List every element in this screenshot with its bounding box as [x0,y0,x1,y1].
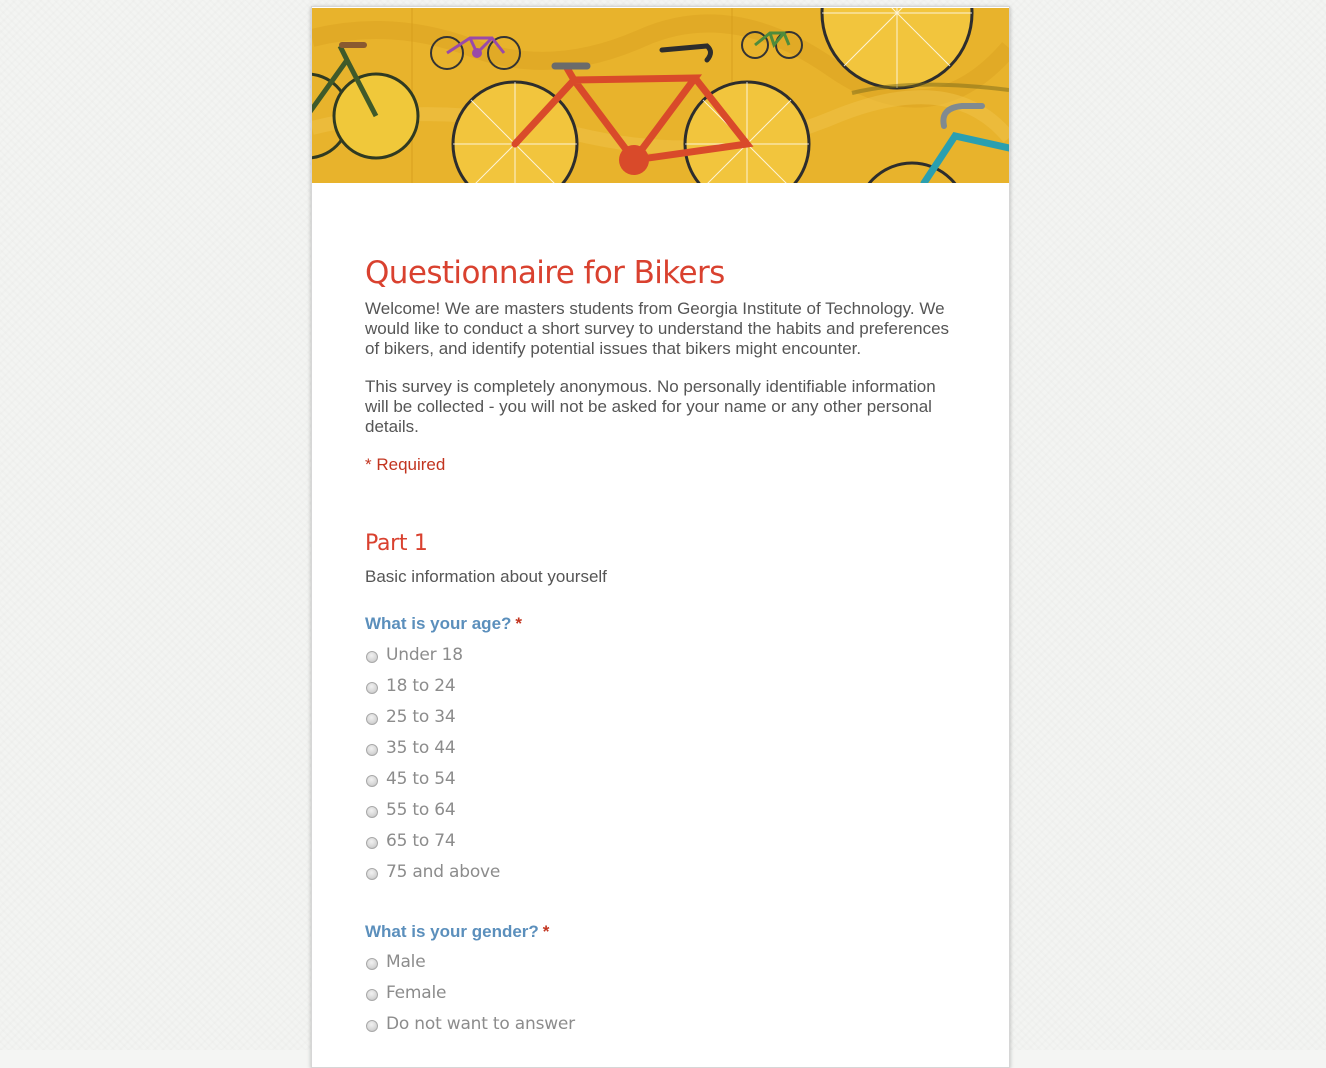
radio-option[interactable] [365,740,955,771]
form-title: Questionnaire for Bikers [365,255,725,291]
radio-label: Under 18 [386,645,463,665]
radio-button[interactable] [366,744,378,756]
header-image [312,8,1009,183]
radio-label: Female [386,983,447,1003]
form-description-anonymity: This survey is completely anonymous. No personally identifiable information will be collected - you will not be asked for your name or any other personal details. [365,377,936,436]
radio-option[interactable] [365,647,955,678]
required-asterisk: * [542,922,550,941]
radio-label: 65 to 74 [386,831,456,851]
radio-label: 35 to 44 [386,738,456,758]
radio-button[interactable] [366,837,378,849]
question-gender [365,922,955,1047]
radio-button[interactable] [366,806,378,818]
radio-option[interactable] [365,833,955,864]
radio-label: Male [386,952,426,972]
form-description: Welcome! We are masters students from Georgia Institute of Technology. We would like to conduct a short survey to understand the habits and preferences of bikers, and identify potential issues that bikers might encounter. [365,299,950,358]
required-note: * Required [365,455,446,474]
section-description: Basic information about yourself [365,567,607,586]
radio-label: 25 to 34 [386,707,456,727]
section-title: Part 1 [365,531,428,556]
radio-button[interactable] [366,651,378,663]
radio-option[interactable] [365,678,955,709]
radio-label: 18 to 24 [386,676,456,696]
radio-button[interactable] [366,989,378,1001]
radio-option[interactable] [365,985,955,1016]
radio-button[interactable] [366,713,378,725]
question-label [365,614,955,634]
radio-button[interactable] [366,775,378,787]
radio-group-age [365,647,955,895]
radio-option[interactable] [365,1016,955,1047]
radio-option[interactable] [365,864,955,895]
radio-label: 75 and above [386,862,501,882]
required-asterisk: * [515,614,523,633]
radio-label: 45 to 54 [386,769,456,789]
radio-option[interactable] [365,771,955,802]
form-card [311,6,1010,1068]
radio-option[interactable] [365,709,955,740]
radio-option[interactable] [365,954,955,985]
question-age [365,614,955,895]
radio-button[interactable] [366,868,378,880]
question-label [365,922,955,942]
question-label-text: What is your gender? [365,922,539,941]
radio-label: 55 to 64 [386,800,456,820]
question-label-text: What is your age? [365,614,512,633]
bicycles-illustration-icon [312,8,1009,183]
radio-group-gender [365,954,955,1047]
radio-button[interactable] [366,958,378,970]
form-content [365,255,955,1047]
radio-label: Do not want to answer [386,1014,575,1034]
radio-button[interactable] [366,682,378,694]
radio-button[interactable] [366,1020,378,1032]
radio-option[interactable] [365,802,955,833]
